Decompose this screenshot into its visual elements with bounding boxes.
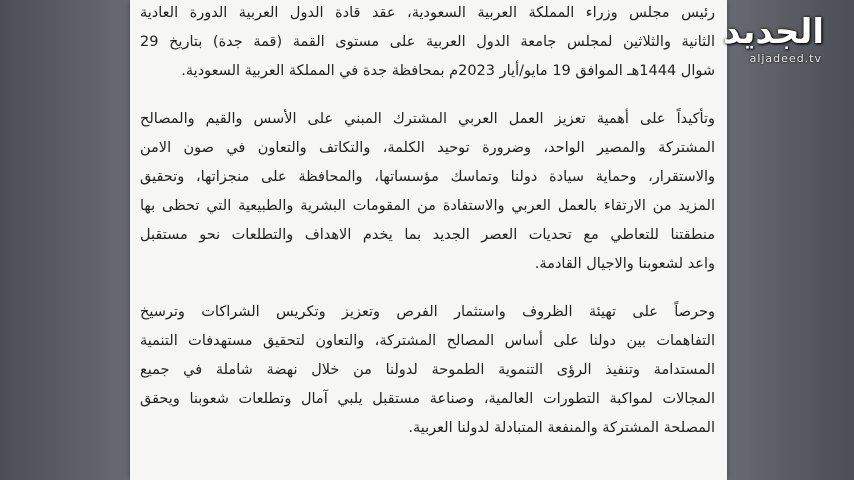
text-line: والاستقرار، وحماية سيادة دولنا وتماسك مؤسساتها، والمحافظة على منجزاتها، وتحقيق <box>140 169 715 185</box>
text-line: وحرصاً على تهيئة الظروف واستثمار الفرص وتعزيز وتكريس الشراكات وترسيخ <box>140 304 715 320</box>
document-page <box>130 0 727 480</box>
channel-logo <box>709 12 824 72</box>
text-line: المشتركة والمصير الواحد، وضرورة توحيد الكلمة، والتكاتف والتعاون في صون الامن <box>140 140 715 156</box>
text-line: وتأكيداً على أهمية تعزيز العمل العربي المشترك المبني على الأسس والقيم والمصالح <box>140 111 715 127</box>
text-line: منطقتنا للتعاطي مع تحديات العصر الجديد بما يخدم الاهداف والتطلعات نحو مستقبل <box>140 227 715 243</box>
text-line: رئيس مجلس وزراء المملكة العربية السعودية، عقد قادة الدول العربية الدورة العادية <box>140 5 715 21</box>
document-text <box>140 0 715 443</box>
paragraph-3 <box>140 298 715 443</box>
text-line: التفاهمات بين دولنا على أساس المصالح المشتركة، والتعاون لتحقيق مستهدفات التنمية <box>140 333 715 349</box>
text-line: واعد لشعوبنا والاجيال القادمة. <box>534 256 715 272</box>
channel-logo-name: الجديد <box>723 12 824 52</box>
text-line: المستدامة وتنفيذ الرؤى التنموية الطموحة لدولنا من خلال نهضة شاملة في جميع <box>140 362 715 378</box>
text-line: المزيد من الارتقاء بالعمل العربي والاستفادة من المقومات البشرية والطبيعية التي تحظى بها <box>140 198 715 214</box>
text-line: المصلحة المشتركة والمنفعة المتبادلة لدولنا العربية. <box>408 420 715 436</box>
paragraph-2 <box>140 105 715 279</box>
text-line: المجالات لمواكبة التطورات العالمية، وصناعة مستقبل يلبي آمال وتطلعات شعوبنا ويحقق <box>140 391 715 407</box>
paragraph-1 <box>140 0 715 86</box>
text-line: الثانية والثلاثين لمجلس جامعة الدول العربية على مستوى القمة (قمة جدة) بتاريخ 29 <box>140 34 715 50</box>
channel-logo-url: aljadeed.tv <box>749 52 822 65</box>
text-line: شوال 1444هـ الموافق 19 مايو/أيار 2023م بمحافظة جدة في المملكة العربية السعودية. <box>181 63 715 79</box>
